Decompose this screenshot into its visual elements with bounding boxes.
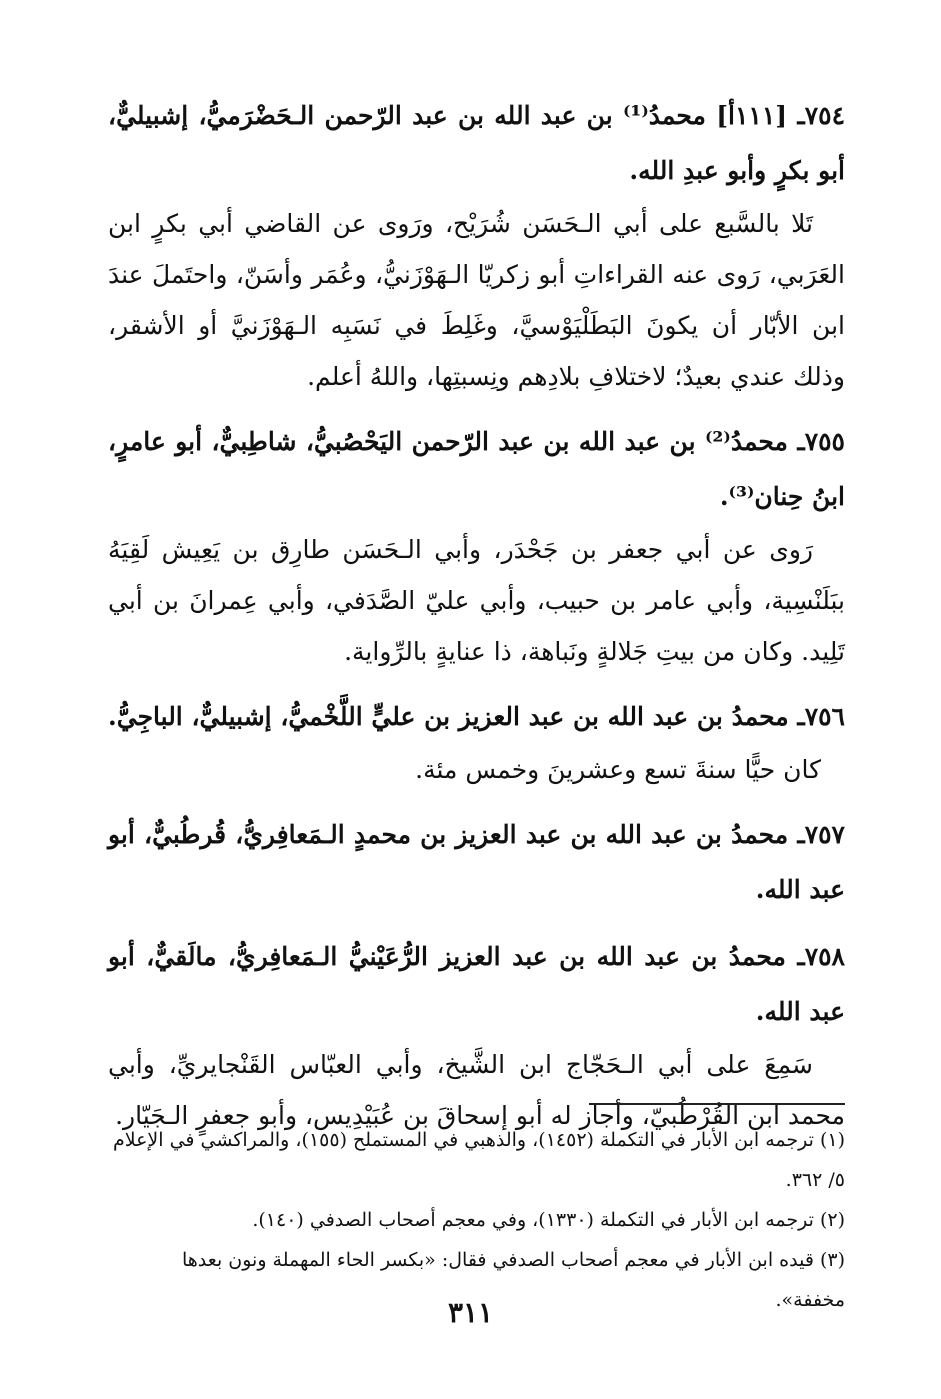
entry-body: رَوى عن أبي جعفر بن جَحْدَر، وأبي الـحَسَن طارِق بن يَعِيش لَقِيَهُ ببَلَنْسِية، وأبي عامر بن حبيب، وأبي عليّ الصَّدَفي، وأبي عِمرانَ بن أبي تَلِيد. وكان من بيتِ جَلالةٍ ونَباهة، ذا عنايةٍ بالرِّواية. <box>108 535 845 666</box>
entry-756 <box>108 689 845 795</box>
entry-heading: ٧٥٥ـ محمدُ⁽²⁾ بن عبد الله بن عبد الرّحمن اليَحْصُبيُّ، شاطِبيٌّ، أبو عامرٍ، ابنُ حِنان⁽³⁾. <box>108 427 845 511</box>
entry-heading: ٧٥٧ـ محمدُ بن عبد الله بن عبد العزيز بن محمدٍ الـمَعافِريُّ، قُرطُبيٌّ، أبو عبد الله. <box>108 820 845 904</box>
main-text <box>108 88 845 1141</box>
footnotes <box>108 1120 845 1320</box>
entry-heading: ٧٥٨ـ محمدُ بن عبد الله بن عبد العزيز الرُّعَيْنيُّ الـمَعافِريُّ، مالَقيٌّ، أبو عبد الله. <box>108 942 845 1026</box>
entry-heading: ٧٥٦ـ محمدُ بن عبد الله بن عبد العزيز بن عليٍّ اللَّخْميُّ، إشبيليٌّ، الباجِيُّ. <box>108 702 845 731</box>
entry-heading: ٧٥٤ـ [١١١أ] محمدُ⁽¹⁾ بن عبد الله بن عبد الرّحمن الـحَضْرَميُّ، إشبيليٌّ، أبو بكرٍ وأبو عبدِ الله. <box>108 101 846 185</box>
footnote-2: (٢) ترجمه ابن الأبار في التكملة (١٣٣٠)، وفي معجم أصحاب الصدفي (١٤٠). <box>252 1209 845 1231</box>
footnote-1: (١) ترجمه ابن الأبار في التكملة (١٤٥٢)، والذهبي في المستملح (١٥٥)، والمراكشي في الإعلام ٥/ ٣٦٢. <box>112 1129 845 1191</box>
page-number: ٣١١ <box>447 1296 494 1329</box>
entry-754 <box>108 88 845 402</box>
entry-body: كان حيًّا سنةَ تسع وعشرينَ وخمس مئة. <box>415 755 821 784</box>
entry-758 <box>108 929 845 1141</box>
footnote-3: (٣) قيده ابن الأبار في معجم أصحاب الصدفي فقال: «بكسر الحاء المهملة ونون بعدها مخففة». <box>182 1249 845 1311</box>
entry-755 <box>108 414 845 677</box>
entry-757 <box>108 807 845 917</box>
entry-body: تَلا بالسَّبع على أبي الـحَسَن شُرَيْح، ورَوى عن القاضي أبي بكرٍ ابن العَرَبي، رَوى عنه القراءاتِ أبو زكريّا الـهَوْزَنيُّ، وعُمَر وأسَنّ، واحتَملَ عندَ ابن الأبّار أن يكونَ البَطَلْيَوْسيَّ، وغَلِطَ في نَسَبِه الـهَوْزَنيَّ أو الأشقر، وذلك عندي بعيدٌ؛ لاختلافِ بلادِهم ونِسبتِها، واللهُ أعلم. <box>108 209 845 391</box>
footnote-separator <box>589 1103 845 1105</box>
entry-body: سَمِعَ على أبي الـحَجّاج ابن الشَّيخ، وأبي العبّاس القَنْجايريِّ، وأبي محمد ابن القُرْطُبيّ، وأجاز له أبو إسحاقَ بن عُبَيْدِيس، وأبو جعفرٍ الـجَيّار. <box>108 1050 845 1130</box>
